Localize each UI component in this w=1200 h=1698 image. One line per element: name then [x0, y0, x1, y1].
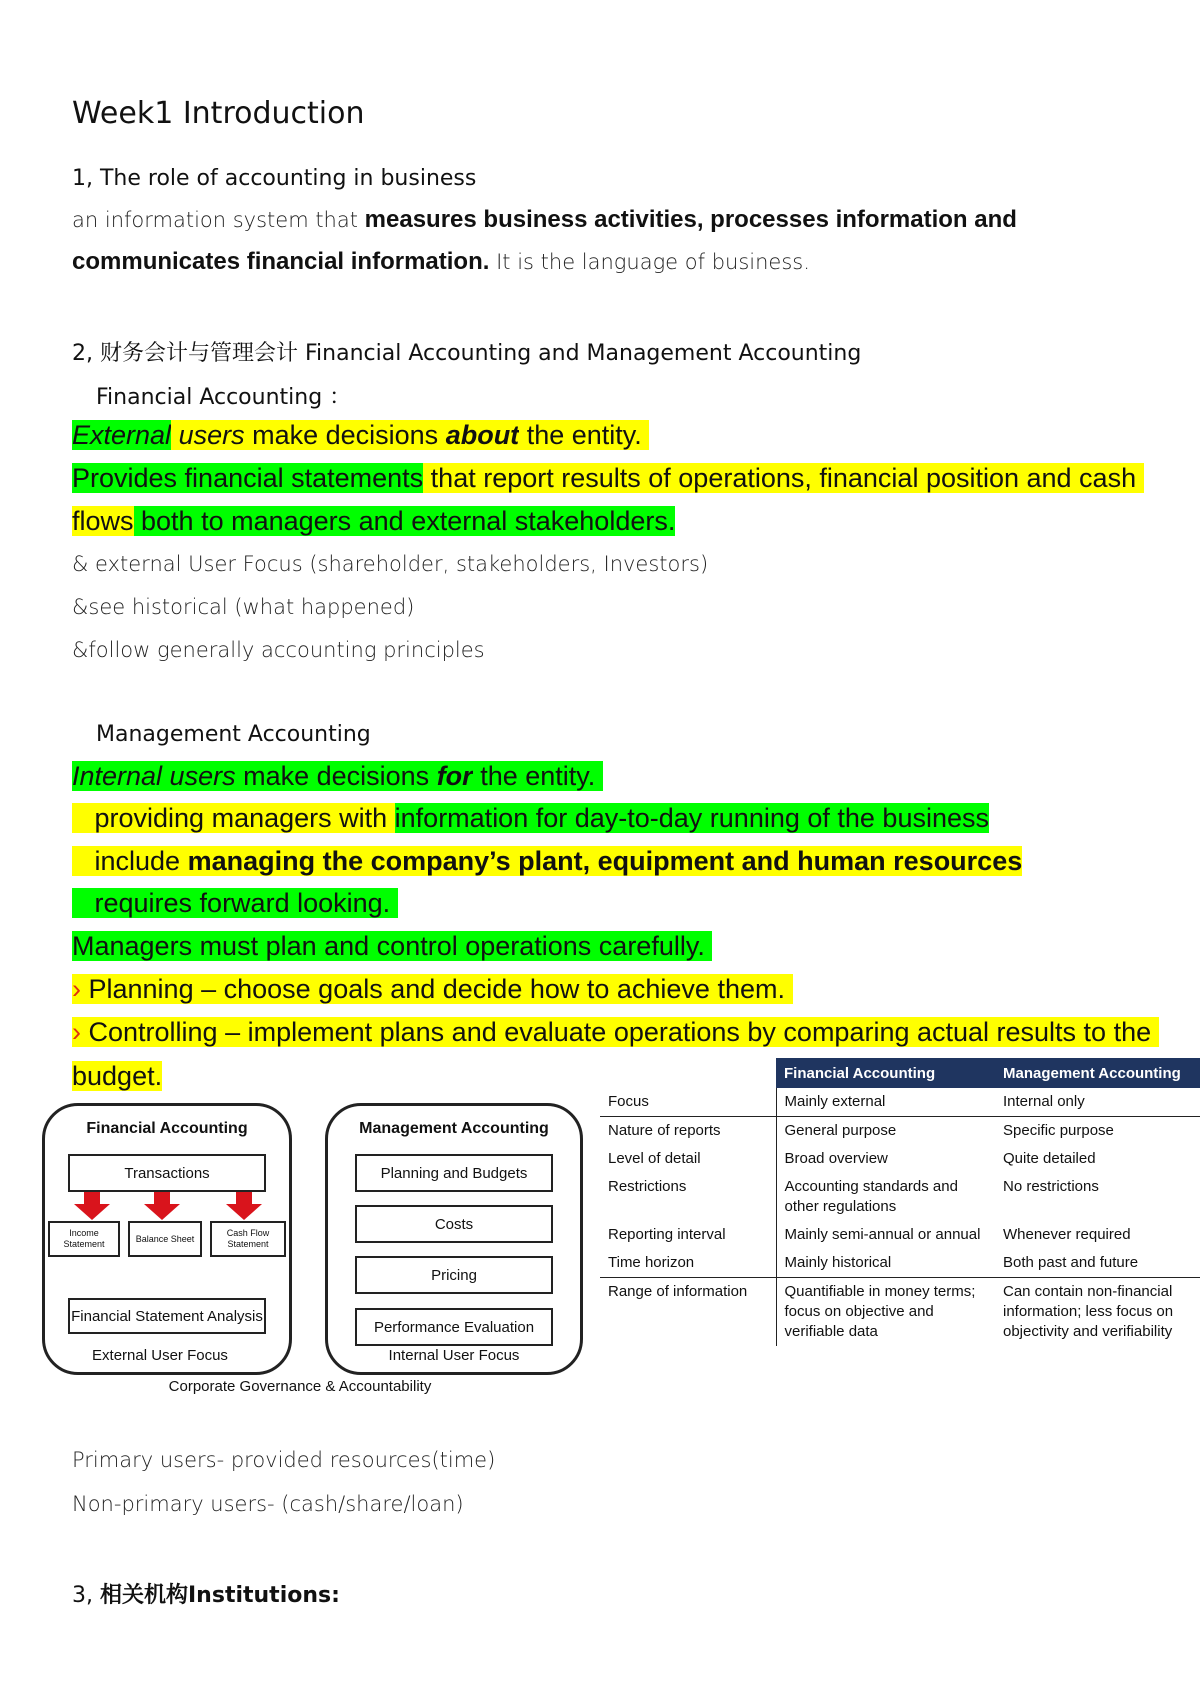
table-cell: Internal only	[1003, 1093, 1085, 1110]
table-cell: Specific purpose	[995, 1117, 1200, 1146]
section-3-heading	[72, 1578, 340, 1609]
heading-chinese: 相关机构	[99, 1583, 188, 1608]
table-cell: No restrictions	[1003, 1178, 1099, 1195]
ma-diagram-title: Management Accounting	[359, 1120, 549, 1137]
highlight-green: both to managers and external stakeholders.	[133, 506, 676, 536]
highlight-green: information for day-to-day running of the business	[394, 803, 989, 833]
pricing-box: Pricing	[355, 1256, 553, 1294]
highlight-yellow: providing managers with	[72, 803, 395, 833]
table-cell: Nature of reports	[600, 1117, 776, 1146]
heading-number: 3,	[72, 1583, 100, 1608]
ma-line-7	[72, 1017, 1159, 1048]
highlight-yellow: include	[72, 846, 188, 876]
table-row	[600, 1117, 1200, 1146]
fa-line-3	[72, 506, 675, 537]
table-cell: General purpose	[776, 1117, 995, 1146]
highlight-yellow: budget.	[72, 1061, 163, 1091]
financial-accounting-label: Financial Accounting ：	[96, 385, 352, 410]
text-span: It is the language of business.	[489, 250, 810, 274]
heading-english: Institutions:	[188, 1583, 340, 1608]
balance-sheet-box: Balance Sheet	[128, 1221, 202, 1257]
ma-line-4	[72, 888, 398, 919]
table-cell: Accounting standards and other regulations	[776, 1173, 995, 1221]
ma-line-8	[72, 1061, 162, 1092]
fa-line-2	[72, 463, 1144, 494]
highlight-green: External	[72, 420, 172, 450]
table-header-row	[600, 1058, 1200, 1088]
ma-diagram-footer: Internal User Focus	[388, 1347, 520, 1364]
income-statement-box: Income Statement	[48, 1221, 120, 1257]
highlight-green: Managers must plan and control operations carefully.	[72, 931, 705, 961]
highlight-yellow: about	[445, 420, 520, 450]
highlight-yellow: that report results of operations, financial position and cash	[423, 463, 1137, 493]
planning-budgets-box: Planning and Budgets	[355, 1154, 553, 1192]
bold-span: measures business activities, processes information and	[364, 206, 1017, 233]
table-cell: Restrictions	[608, 1178, 687, 1195]
ma-line-6	[72, 974, 793, 1005]
fa-line-5: &see historical (what happened)	[72, 595, 415, 619]
table-cell: Time horizon	[608, 1254, 695, 1271]
table-cell: Both past and future	[1003, 1254, 1139, 1271]
table-cell: Range of information	[600, 1278, 776, 1347]
financial-statement-analysis-box: Financial Statement Analysis	[68, 1298, 266, 1334]
page-title: Week1 Introduction	[72, 96, 365, 131]
ma-line-3	[72, 846, 1022, 877]
table-cell: Whenever required	[1003, 1226, 1131, 1243]
table-cell: Mainly external	[776, 1088, 995, 1117]
table-row	[600, 1221, 1200, 1249]
table-cell: Reporting interval	[608, 1226, 726, 1243]
table-row	[600, 1173, 1200, 1221]
bullet-glyph: ›	[72, 1017, 81, 1047]
table-header-cell: Management Accounting	[995, 1058, 1200, 1088]
non-primary-users-text: Non-primary users- (cash/share/loan)	[72, 1492, 464, 1516]
table-header-cell	[600, 1058, 776, 1088]
table-row	[600, 1278, 1200, 1347]
heading-english: Financial Accounting and Management Accounting	[298, 341, 862, 366]
highlight-yellow: the entity.	[519, 420, 642, 450]
highlight-yellow: Controlling – implement plans and evaluate operations by comparing actual results to the	[81, 1017, 1152, 1047]
fa-diagram-title: Financial Accounting	[86, 1120, 248, 1137]
highlight-green: requires forward looking.	[72, 888, 391, 918]
text-span: an information system that	[72, 208, 365, 232]
heading-number: 2,	[72, 341, 100, 366]
section-1-line-1	[72, 206, 1017, 234]
table-cell: Broad overview	[776, 1145, 995, 1173]
table-row	[600, 1088, 1200, 1117]
highlight-green: Internal users	[72, 761, 236, 791]
highlight-yellow: managing the company’s plant, equipment and human resources	[187, 846, 1023, 876]
fa-line-1	[72, 420, 649, 451]
bullet-glyph: ›	[72, 974, 81, 1004]
ma-line-1	[72, 761, 603, 792]
fa-line-4: & external User Focus (shareholder, stakeholders, Investors)	[72, 552, 709, 576]
fa-line-6: &follow generally accounting principles	[72, 638, 485, 662]
performance-evaluation-box: Performance Evaluation	[355, 1308, 553, 1346]
table-cell: Quite detailed	[1003, 1150, 1096, 1167]
table-row	[600, 1249, 1200, 1278]
section-1-heading: 1, The role of accounting in business	[72, 166, 477, 191]
costs-box: Costs	[355, 1205, 553, 1243]
heading-chinese: 财务会计与管理会计	[99, 341, 298, 366]
highlight-green: make decisions	[235, 761, 437, 791]
highlight-yellow: flows	[72, 506, 134, 536]
table-cell: Level of detail	[608, 1150, 701, 1167]
management-accounting-label: Management Accounting	[96, 722, 371, 747]
ma-line-2	[72, 803, 989, 834]
comparison-table	[600, 1058, 1200, 1346]
diagram-caption: Corporate Governance & Accountability	[168, 1378, 432, 1395]
table-row	[600, 1145, 1200, 1173]
table-header-cell: Financial Accounting	[776, 1058, 995, 1088]
highlight-green: the entity.	[472, 761, 596, 791]
primary-users-text: Primary users- provided resources(time)	[72, 1448, 496, 1472]
fa-diagram-footer: External User Focus	[92, 1347, 228, 1364]
section-2-heading	[72, 336, 861, 367]
table-cell: Quantifiable in money terms; focus on objective and verifiable data	[776, 1278, 995, 1347]
transactions-box: Transactions	[68, 1154, 266, 1192]
table-cell: Can contain non-financial information; less focus on objectivity and verifiability	[995, 1278, 1200, 1347]
cash-flow-statement-box: Cash Flow Statement	[210, 1221, 286, 1257]
ma-line-5	[72, 931, 712, 962]
table-cell: Mainly historical	[776, 1249, 995, 1278]
table-cell: Mainly semi-annual or annual	[776, 1221, 995, 1249]
bold-span: communicates financial information.	[72, 248, 490, 275]
table-cell: Focus	[608, 1093, 649, 1110]
highlight-yellow: Planning – choose goals and decide how to achieve them.	[81, 974, 785, 1004]
highlight-green: for	[436, 761, 473, 791]
section-1-line-2	[72, 248, 810, 276]
highlight-green: Provides financial statements	[72, 463, 424, 493]
highlight-yellow: users	[171, 420, 245, 450]
highlight-yellow: make decisions	[244, 420, 446, 450]
